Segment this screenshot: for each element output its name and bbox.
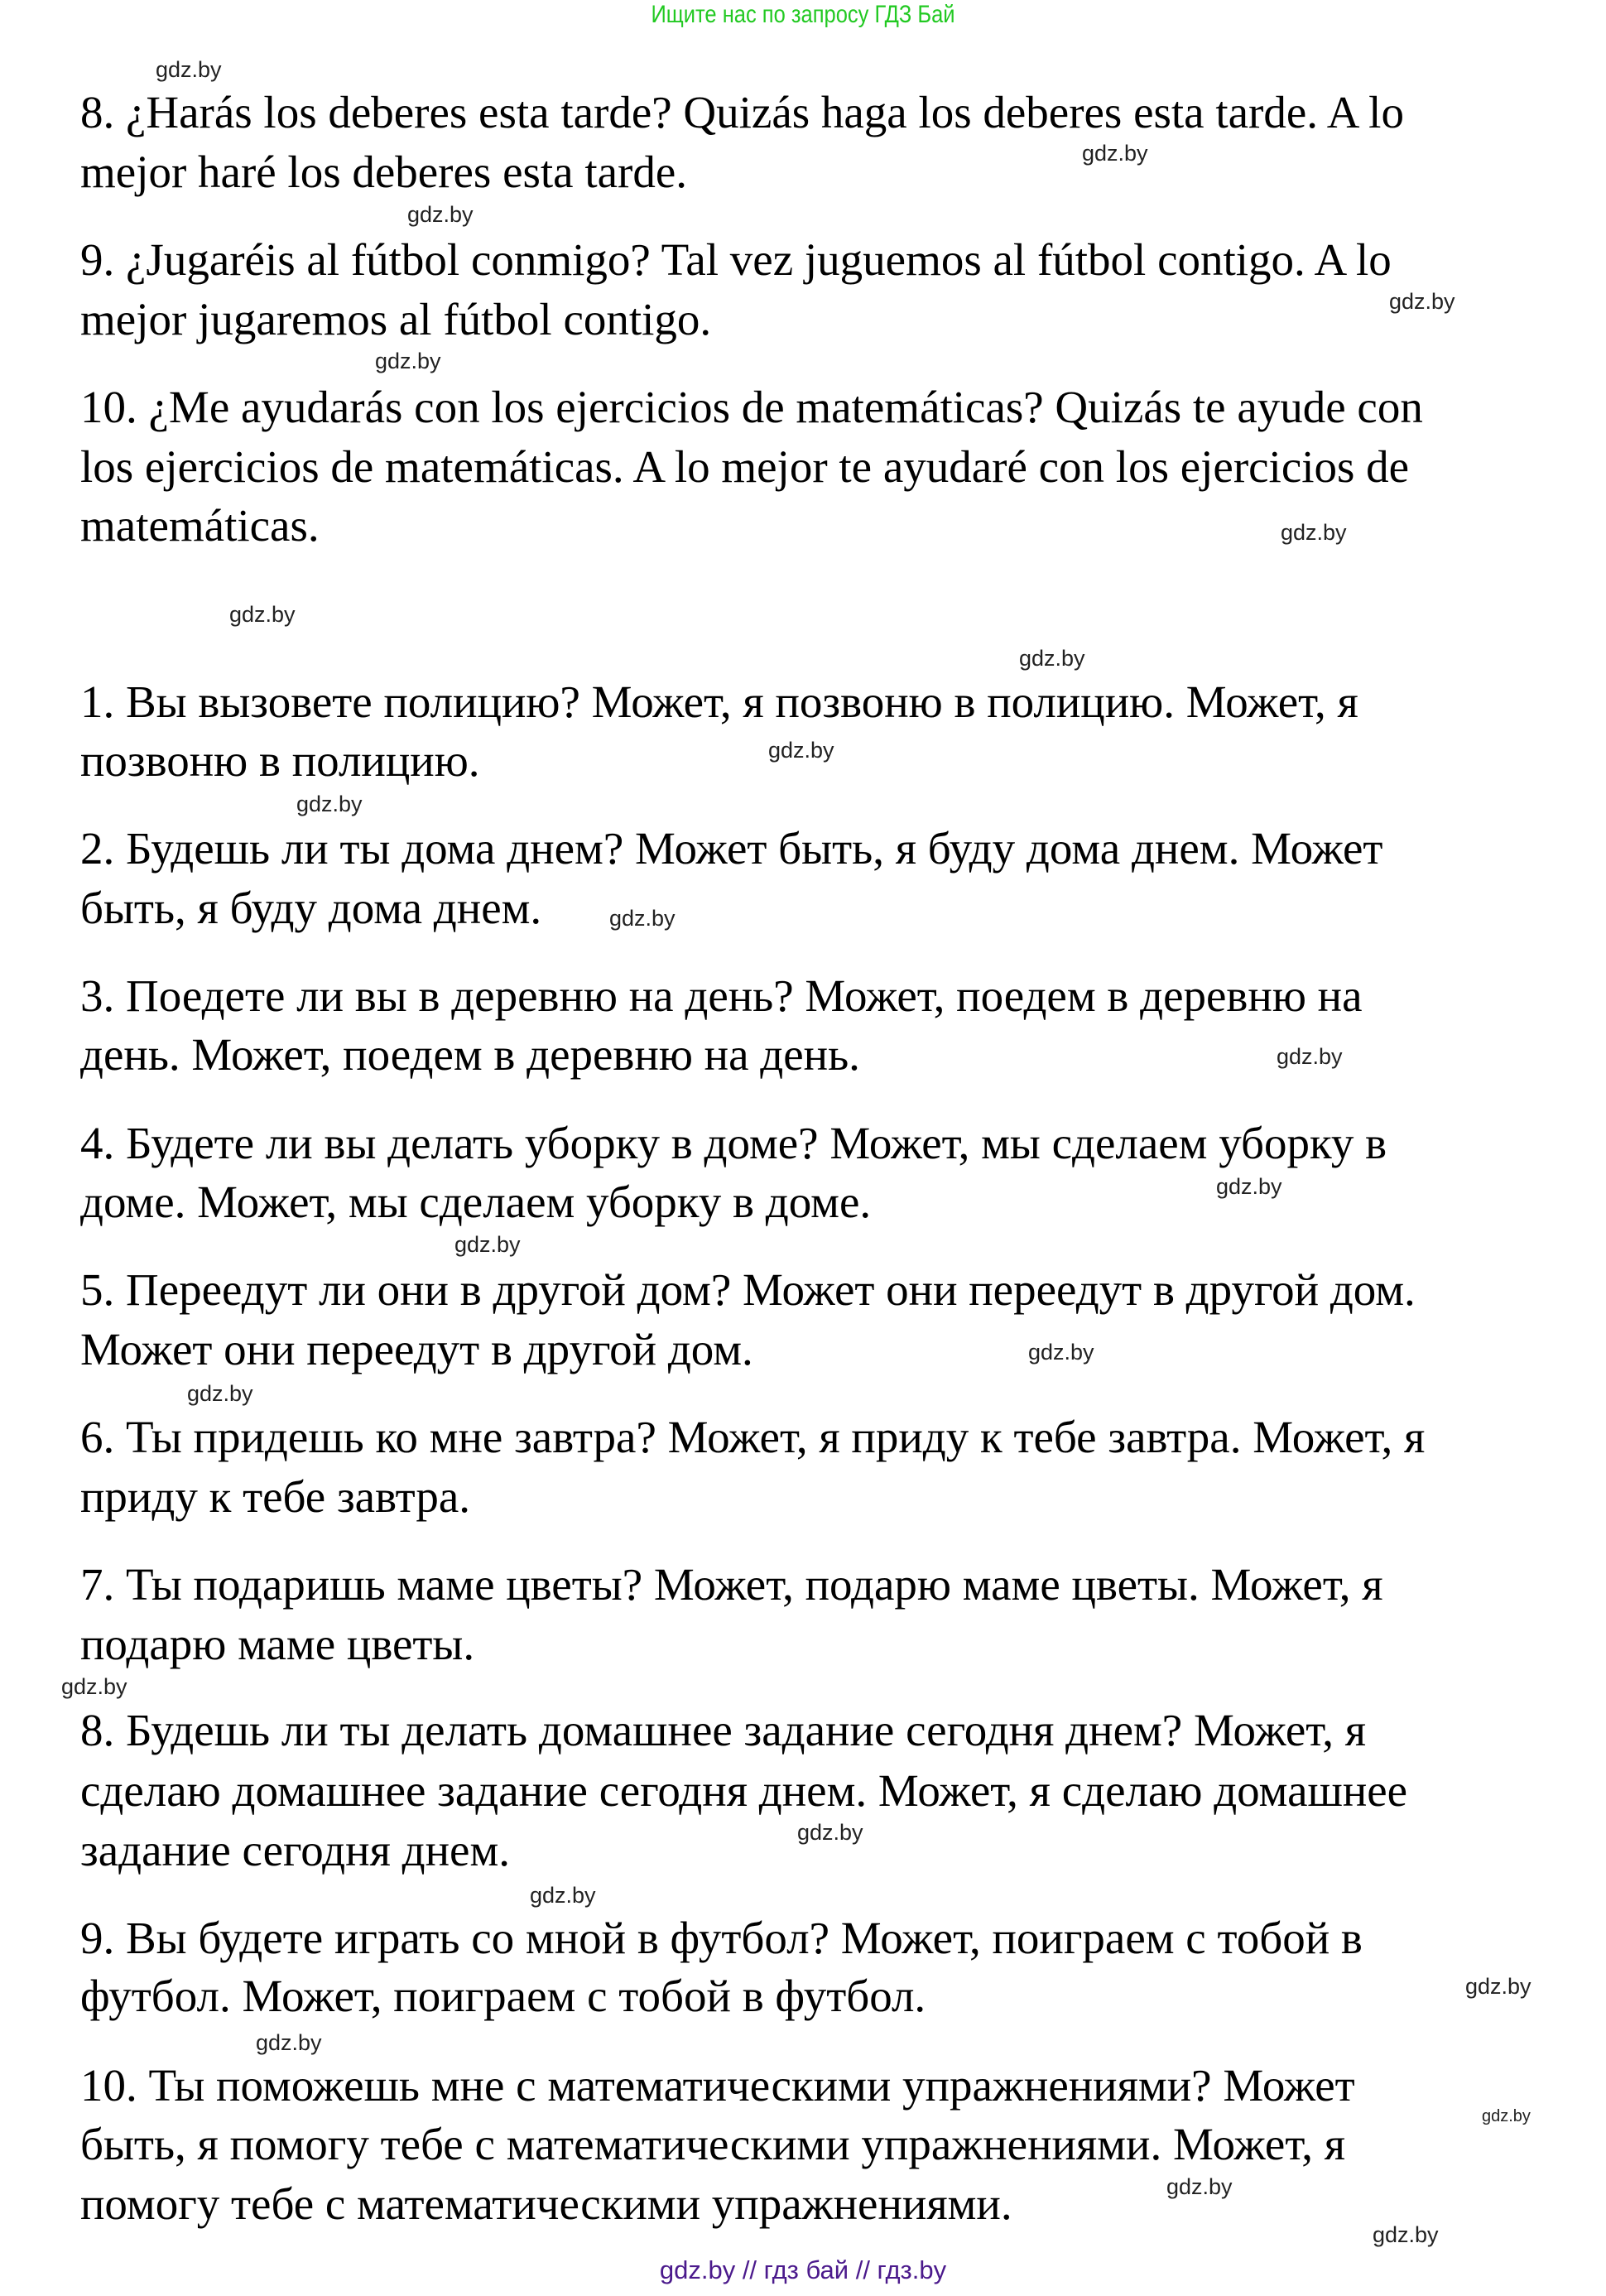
watermark: gdz.by [1019, 646, 1085, 671]
watermark: gdz.by [61, 1674, 127, 1699]
watermark: gdz.by [530, 1883, 596, 1908]
answer-line: 8. ¿Harás los deberes esta tarde? Quizás haga los deberes esta tarde. A lo [80, 87, 1404, 137]
watermark: gdz.by [1166, 2174, 1233, 2199]
translation-line: приду к тебе завтра. [80, 1471, 471, 1522]
search-hint-banner: Ищите нас по запросу ГДЗ Бай [651, 1, 955, 28]
watermark: gdz.by [407, 202, 474, 227]
watermark: gdz.by [797, 1820, 863, 1845]
watermark: gdz.by [1482, 2107, 1531, 2125]
translation-line: 7. Ты подаришь маме цветы? Может, подарю маме цветы. Может, я [80, 1559, 1383, 1610]
answer-line: mejor haré los deberes esta tarde. [80, 147, 687, 197]
answer-line: los ejercicios de matemáticas. A lo mejor te ayudaré con los ejercicios de [80, 441, 1410, 492]
translation-line: сделаю домашнее задание сегодня днем. Может, я сделаю домашнее [80, 1765, 1408, 1816]
answer-line: 10. ¿Me ayudarás con los ejercicios de matemáticas? Quizás te ayude con [80, 382, 1423, 432]
translation-line: подарю маме цветы. [80, 1619, 475, 1669]
watermark: gdz.by [1028, 1340, 1094, 1365]
watermark: gdz.by [768, 738, 834, 763]
watermark: gdz.by [187, 1381, 253, 1406]
translation-line: помогу тебе с математическими упражнениями. [80, 2178, 1012, 2229]
translation-line: футбол. Может, поиграем с тобой в футбол. [80, 1971, 926, 2021]
translation-line: 4. Будете ли вы делать уборку в доме? Может, мы сделаем уборку в [80, 1118, 1387, 1168]
watermark: gdz.by [375, 349, 441, 373]
answer-line: mejor jugaremos al fútbol contigo. [80, 294, 712, 344]
answer-line: 9. ¿Jugaréis al fútbol conmigo? Tal vez juguemos al fútbol contigo. A lo [80, 234, 1392, 285]
site-footer: gdz.by // гдз бай // гдз.by [659, 2255, 947, 2284]
translation-line: задание сегодня днем. [80, 1825, 511, 1875]
answer-line: matemáticas. [80, 500, 320, 551]
watermark: gdz.by [1216, 1174, 1282, 1199]
translation-line: быть, я помогу тебе с математическими упражнениями. Может, я [80, 2119, 1346, 2169]
watermark: gdz.by [156, 57, 222, 82]
translation-line: 10. Ты поможешь мне с математическими упражнениями? Может [80, 2060, 1355, 2111]
watermark: gdz.by [256, 2030, 322, 2055]
watermark: gdz.by [1277, 1044, 1343, 1069]
translation-line: Может они переедут в другой дом. [80, 1324, 753, 1374]
translation-line: 2. Будешь ли ты дома днем? Может быть, я буду дома днем. Может [80, 823, 1383, 874]
watermark: gdz.by [229, 602, 296, 627]
watermark: gdz.by [454, 1232, 521, 1257]
watermark: gdz.by [1373, 2222, 1439, 2247]
watermark: gdz.by [296, 792, 363, 816]
watermark: gdz.by [1389, 289, 1455, 314]
watermark: gdz.by [609, 906, 676, 931]
translation-line: 8. Будешь ли ты делать домашнее задание сегодня днем? Может, я [80, 1705, 1366, 1755]
translation-line: 5. Переедут ли они в другой дом? Может они переедут в другой дом. [80, 1264, 1416, 1315]
translation-line: 3. Поедете ли вы в деревню на день? Может, поедем в деревню на [80, 970, 1363, 1021]
watermark: gdz.by [1465, 1974, 1531, 1999]
translation-line: 9. Вы будете играть со мной в футбол? Может, поиграем с тобой в [80, 1913, 1363, 1963]
translation-line: доме. Может, мы сделаем уборку в доме. [80, 1177, 872, 1227]
watermark: gdz.by [1082, 141, 1148, 166]
translation-line: быть, я буду дома днем. [80, 883, 542, 933]
watermark: gdz.by [1281, 520, 1347, 545]
translation-line: позвоню в полицию. [80, 735, 480, 786]
translation-line: день. Может, поедем в деревню на день. [80, 1029, 860, 1080]
translation-line: 6. Ты придешь ко мне завтра? Может, я приду к тебе завтра. Может, я [80, 1412, 1426, 1462]
translation-line: 1. Вы вызовете полицию? Может, я позвоню в полицию. Может, я [80, 676, 1358, 727]
